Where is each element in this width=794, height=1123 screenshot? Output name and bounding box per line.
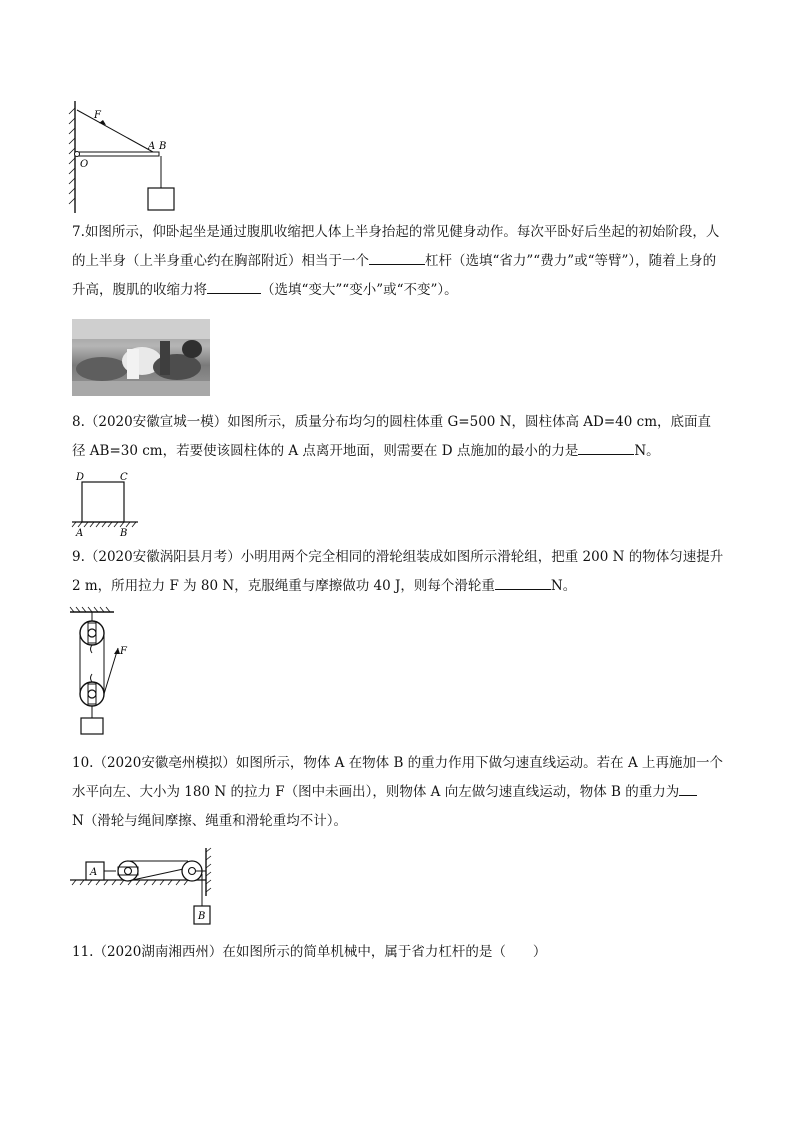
cylinder-figure <box>70 470 142 540</box>
table-label-a: A <box>90 867 98 878</box>
question-7 <box>72 218 724 305</box>
q9-blank <box>495 575 551 590</box>
lever-figure <box>66 98 186 213</box>
situp-photo <box>72 319 210 396</box>
cyl-label-c: C <box>120 472 128 483</box>
question-10 <box>72 749 724 836</box>
pulley-figure <box>62 606 142 736</box>
lever-label-o: O <box>80 159 89 170</box>
q7-blank-2 <box>207 279 261 294</box>
question-9 <box>72 543 724 601</box>
lever-label-a: A <box>148 141 156 152</box>
q9-text-part2: N。 <box>550 578 577 594</box>
q7-text-part3: （选填“变大”“变小”或“不变”）。 <box>261 282 458 298</box>
pulley-label-f: F <box>120 646 127 657</box>
lever-label-f: F <box>94 110 101 121</box>
question-11 <box>72 938 724 967</box>
q8-text-part1: 8.（2020安徽宣城一模）如图所示，质量分布均匀的圆柱体重 G=500 N，圆柱体高 AD=40 cm，底面直径 AB=30 cm，若要使该圆柱体的 A 点离开地面，则需要在 D 点施加的最小的力是 <box>72 414 712 459</box>
cyl-label-b: B <box>120 528 128 539</box>
q11-text: 11.（2020湖南湘西州）在如图所示的简单机械中，属于省力杠杆的是（ ） <box>72 944 547 960</box>
q7-text-part2: 杠杆（选填“省力”“费力”或“等臂”），随着上身的升高，腹肌的收缩力将 <box>72 253 717 298</box>
lever-label-b: B <box>159 141 167 152</box>
q7-blank-1 <box>369 250 425 265</box>
q8-blank <box>578 440 634 455</box>
table-label-b: B <box>198 911 206 922</box>
question-8 <box>72 408 724 466</box>
cyl-label-d: D <box>76 472 85 483</box>
cyl-label-a: A <box>76 528 84 539</box>
q10-text-part1: 10.（2020安徽亳州模拟）如图所示，物体 A 在物体 B 的重力作用下做匀速直线运动。若在 A 上再施加一个水平向左、大小为 180 N 的拉力 F（图中未画出），则物体 A 向左做匀速直线运动，物体 B 的重力为 <box>72 755 723 800</box>
q7-text-part1: 7.如图所示，仰卧起坐是通过腹肌收缩把人体上半身抬起的常见健身动作。每次平卧好后坐起的初始阶段，人的上半身（上半身重心约在胸部附近）相当于一个 <box>72 224 720 269</box>
pulley-table-figure <box>70 846 220 928</box>
q9-text-part1: 9.（2020安徽涡阳县月考）小明用两个完全相同的滑轮组装成如图所示滑轮组，把重 200 N 的物体匀速提升 2 m，所用拉力 F 为 80 N，克服绳重与摩擦做功 40 J，则每个滑轮重 <box>72 549 724 594</box>
q8-text-part2: N。 <box>634 443 660 459</box>
q10-blank <box>679 781 697 796</box>
q10-text-part2: N（滑轮与绳间摩擦、绳重和滑轮重均不计）。 <box>72 813 348 829</box>
